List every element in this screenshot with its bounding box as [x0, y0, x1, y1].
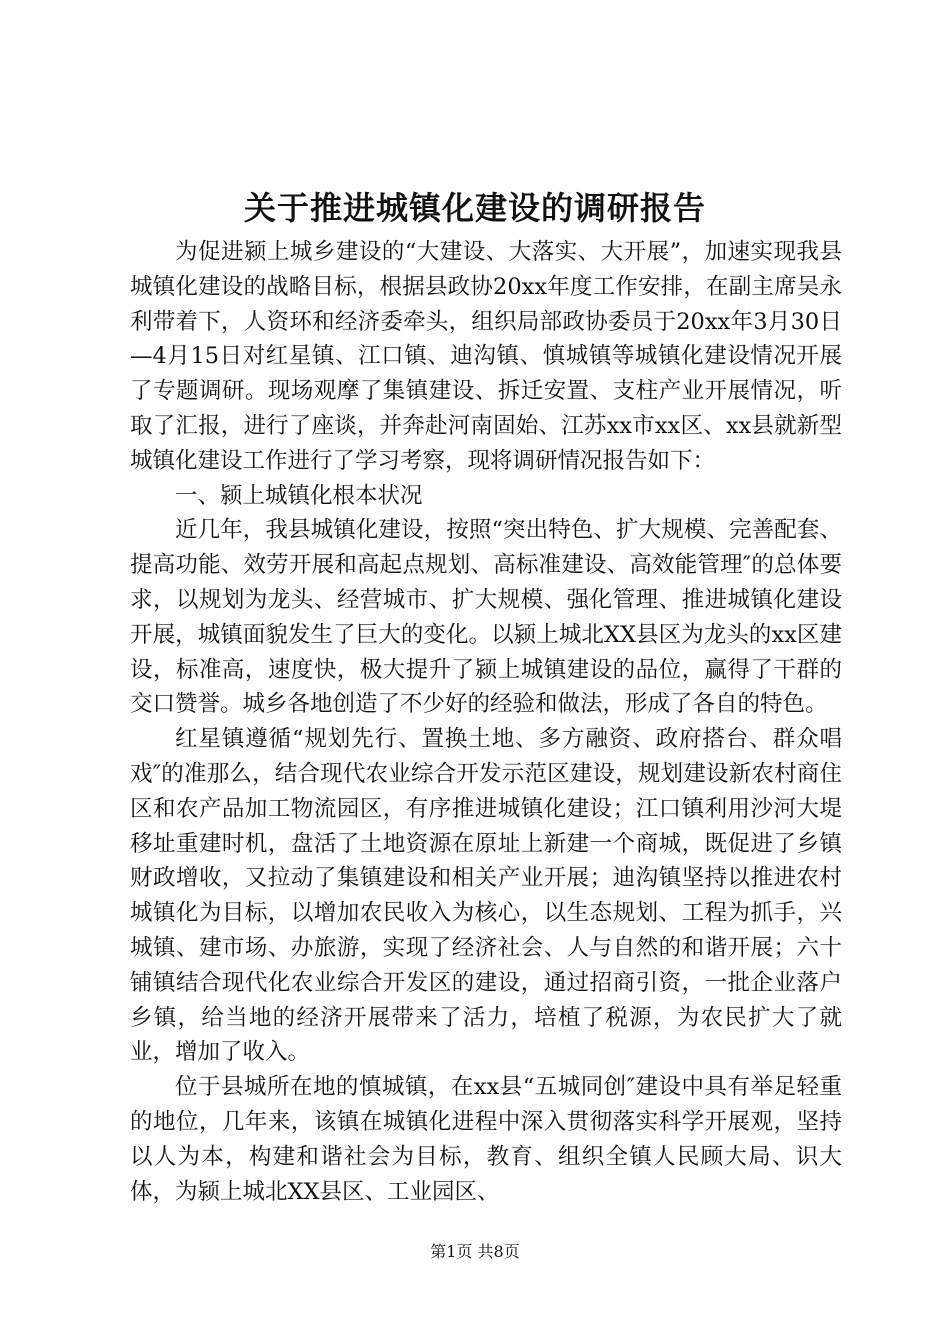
paragraph-towns: 红星镇遵循“规划先行、置换土地、多方融资、政府搭台、群众唱戏″的准那么，结合现代农业综合开发示范区建设，规划建设新农村商住区和农产品加工物流园区，有序推进城镇化建设；江口镇利用沙河大堤移址重建时机，盘活了土地资源在原址上新建一个商城，既促进了乡镇财政增收，又拉动了集镇建设和相关产业开展；迪沟镇坚持以推进农村城镇化为目标，以增加农民收入为核心，以生态规划、工程为抓手，兴城镇、建市场、办旅游，实现了经济社会、人与自然的和谐开展；六十铺镇结合现代化农业综合开发区的建设，通过招商引资，一批企业落户乡镇，给当地的经济开展带来了活力，培植了税源，为农民扩大了就业，增加了收入。: [130, 726, 842, 1066]
document-title: 关于推进城镇化建设的调研报告: [243, 189, 706, 227]
paragraph-overview: 近几年，我县城镇化建设，按照“突出特色、扩大规模、完善配套、提高功能、效劳开展和高起点规划、高标准建设、高效能管理″的总体要求，以规划为龙头、经营城市、扩大规模、强化管理、推进城镇化建设开展，城镇面貌发生了巨大的变化。以颍上城北XX县区为龙头的xx区建设，标准高，速度快，极大提升了颍上城镇建设的品位，赢得了干群的交口赞誉。城乡各地创造了不少好的经验和做法，形成了各自的特色。: [130, 517, 842, 718]
document-body: [130, 235, 842, 1209]
paragraph-shencheng: 位于县城所在地的慎城镇，在xx县“五城同创″建设中具有举足轻重的地位，几年来，该镇在城镇化进程中深入贯彻落实科学开展观，坚持以人为本，构建和谐社会为目标，教育、组织全镇人民顾大局、识大体，为颍上城北XX县区、工业园区、: [130, 1074, 842, 1205]
page-number-footer: 第1页 共8页: [430, 1242, 520, 1261]
section-heading-1: 一、颍上城镇化根本状况: [175, 482, 423, 509]
paragraph-intro: 为促进颍上城乡建设的“大建设、大落实、大开展”，加速实现我县城镇化建设的战略目标，根据县政协20xx年度工作安排，在副主席吴永利带着下，人资环和经济委牵头，组织局部政协委员于20xx年3月30日—4月15日对红星镇、江口镇、迪沟镇、慎城镇等城镇化建设情况开展了专题调研。现场观摩了集镇建设、拆迁安置、支柱产业开展情况，听取了汇报，进行了座谈，并奔赴河南固始、江苏xx市xx区、xx县就新型城镇化建设工作进行了学习考察，现将调研情况报告如下：: [130, 239, 842, 474]
